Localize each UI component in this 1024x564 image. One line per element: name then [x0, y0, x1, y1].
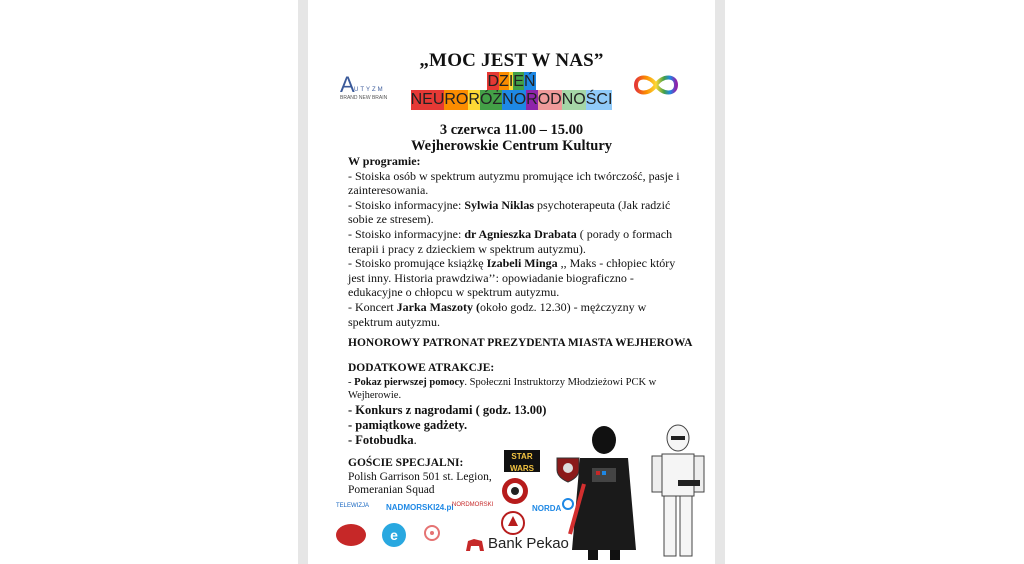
stormtrooper-figure [644, 424, 710, 560]
right-page-shadow [715, 0, 725, 564]
flower-logo-icon [423, 524, 441, 542]
rainbow-letter: I [508, 73, 514, 90]
rainbow-letter: Z [499, 73, 509, 90]
program-item: - Koncert Jarka Maszoty (około godz. 12.30) - mężczyzny w spektrum autyzmu. [348, 299, 647, 329]
blue-e-logo-icon [380, 521, 408, 549]
program-heading: W programie: [348, 154, 421, 168]
autyzm-logo: A UTYZM BRAND NEW BRAIN [340, 72, 388, 101]
pomeranian-squad-icon [501, 510, 525, 536]
poster-title: „MOC JEST W NAS” [419, 50, 604, 71]
program-item: - Stoiska osób w spektrum autyzmu promujące ich twórczość, pasje i zainteresowania. [348, 168, 680, 198]
darth-vader-figure [566, 424, 642, 560]
rainbow-letter: OD [537, 91, 562, 108]
rainbow-letter: RO [444, 91, 469, 108]
rainbow-title-line2 [308, 90, 715, 110]
red-circle-logo-icon [334, 522, 368, 548]
extra-item: - Pokaz pierwszej pomocy. Społeczni Instruktorzy Młodzieżowi PCK w Wejherowie. [348, 376, 657, 401]
rainbow-letter: NO [502, 91, 527, 108]
star-wars-logo: STAR WARS [504, 450, 540, 472]
bank-pekao-bison-icon [464, 537, 486, 553]
svg-text:e: e [390, 527, 398, 543]
left-page-shadow [298, 0, 308, 564]
guests-text: Polish Garrison 501 st. Legion, Pomeranian Squad [348, 470, 492, 496]
rainbow-letter: NEU [410, 91, 445, 108]
special-guests [348, 457, 508, 498]
rainbow-letter: R [526, 91, 538, 108]
program-item: - Stoisko informacyjne: dr Agnieszka Drabata ( porady o formach terapii i pracy z dzieckiem w spektrum autyzmu). [348, 226, 673, 256]
rainbow-letter: ÓŻ [479, 91, 503, 108]
rainbow-title-line1 [308, 72, 715, 92]
rainbow-letter: D [487, 73, 500, 90]
event-date: 3 czerwca 11.00 – 15.00 [439, 122, 584, 138]
radio-norda-logo: NORDA [532, 498, 572, 516]
rainbow-letter: ŚCI [585, 91, 613, 108]
extra-item: - pamiątkowe gadżety. [348, 417, 468, 432]
program-item: - Stoisko promujące książkę Izabeli Minga ,, Maks - chłopiec który jest inny. Historia prawdziwa’’: opowiadanie biograficzno - edukacyjne o chłopcu w spektrum autyzmu. [348, 256, 676, 300]
rainbow-letter: Ń [523, 73, 536, 90]
guests-heading: GOŚCIE SPECJALNI: [348, 457, 464, 469]
program-section [348, 154, 688, 329]
rainbow-letter: E [513, 73, 524, 90]
extra-item: - Konkurs z nagrodami ( godz. 13.00) [348, 402, 547, 417]
program-item: - Stoisko informacyjne: Sylwia Niklas psychoterapeuta (Jak radzić sobie ze stresem). [348, 197, 671, 227]
poster-page: A UTYZM BRAND NEW BRAIN „MOC JEST W NAS” DZIEŃ NEURORÓŻNORODNOŚCI 3 czerwca 11.00 – 15.00 Wejherowskie Centrum Kultury W programie: - Stoiska osób w spektrum autyzmu promujące ich twórczość, pasje i zainteresowania. - Stoisko informacyjne: Sylwia Niklas psychoterapeuta (Jak radzić sobie ze stresem). - Stoisko informacyjne: dr Agnieszka Drabata ( porady o formach terapii i pracy z dzieckiem w spektrum autyzmu). - Stoisko promujące książkę Izabeli Minga ,, Maks - chłopiec który jest inny. Historia prawdziwa’’: opowiadanie biograficzno - edukacyjne o chłopcu w spektrum autyzmu. - Koncert Jarka Maszoty (około godz. 12.30) - mężczyzny w spektrum autyzmu. HONOROWY PATRONAT PREZYDENTA MIASTA WEJHEROWA DODATKOWE ATRAKCJE: - Pokaz pierwszej pomocy. Społeczni Instruktorzy Młodzieżowi PCK w Wejherowie. - Konkurs z nagrodami ( godz. 13.00) - pamiątkowe gadżety. - Fotobudka. GOŚCIE SPECJALNI: Polish Garrison 501 st. Legion, Pomeranian Squad STAR WARS NORDA TELEWIZJA NADMORSKI24.pl NORDMORSKI e Bank Pekao [308, 0, 715, 564]
event-venue: Wejherowskie Centrum Kultury [410, 138, 613, 154]
rainbow-letter: R [468, 91, 480, 108]
extra-heading: DODATKOWE ATRAKCJE: [348, 362, 495, 374]
bank-pekao-logo: Bank Pekao [488, 535, 569, 552]
honorary-patronage: HONOROWY PATRONAT PREZYDENTA MIASTA WEJHEROWA [348, 337, 693, 349]
legion-emblem-icon [500, 476, 530, 506]
extra-item: - Fotobudka. [348, 432, 417, 447]
rainbow-letter: NO [561, 91, 586, 108]
